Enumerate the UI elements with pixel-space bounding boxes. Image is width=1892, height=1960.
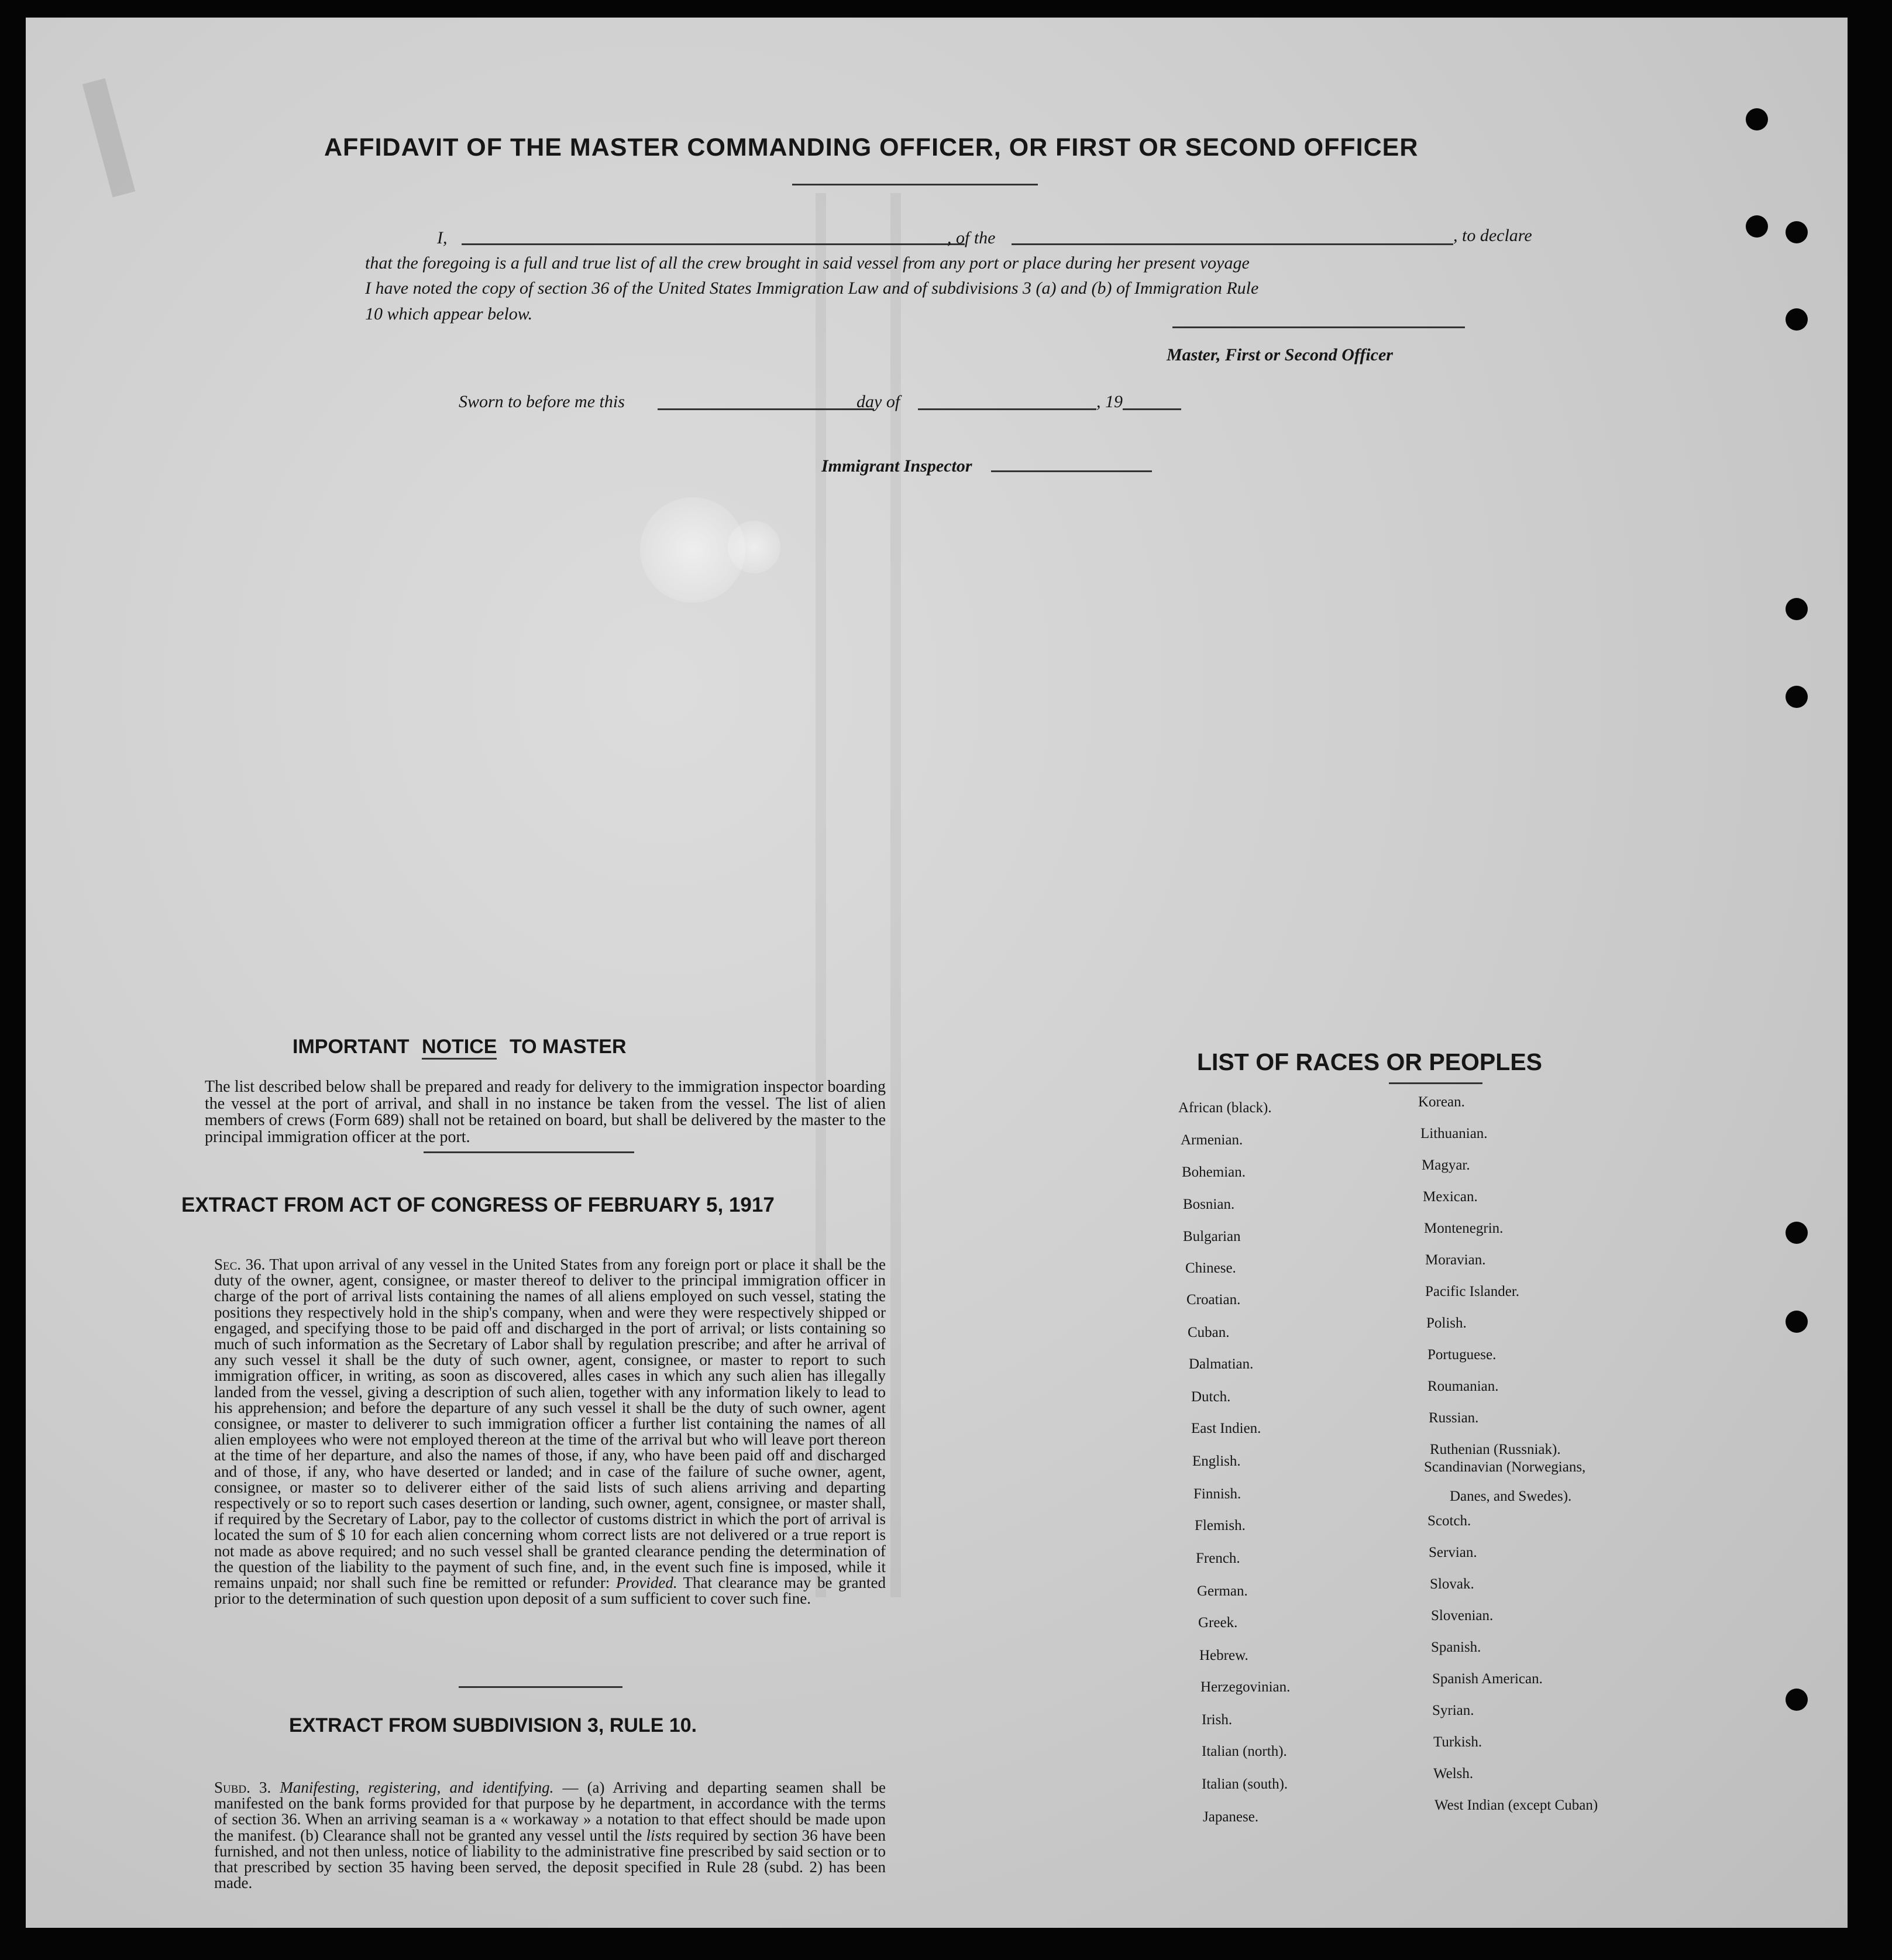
binder-hole bbox=[1786, 598, 1808, 620]
race-item: Ruthenian (Russniak). bbox=[1430, 1442, 1561, 1457]
year-label: , 19 bbox=[1096, 392, 1123, 411]
race-item: Mexican. bbox=[1423, 1189, 1478, 1205]
race-item: English. bbox=[1192, 1453, 1241, 1469]
race-item: Greek. bbox=[1198, 1615, 1238, 1631]
race-item: Hebrew. bbox=[1199, 1648, 1248, 1663]
section-36-text bbox=[214, 1257, 886, 1607]
binder-hole bbox=[1786, 308, 1808, 331]
race-item: Magyar. bbox=[1422, 1157, 1470, 1173]
affidavit-title: AFFIDAVIT OF THE MASTER COMMANDING OFFICER, OR FIRST OR SECOND OFFICER bbox=[324, 133, 1419, 161]
notice-text: The list described below shall be prepared and ready for delivery to the immigration inspector boarding the vessel at the port of arrival, and shall in no instance be taken from the vessel. The list of alien members of crews (Form 689) shall not be retained on board, but shall be delivered by the master to the principal immigration officer at the port. bbox=[205, 1078, 886, 1146]
race-item: Bulgarian bbox=[1183, 1229, 1241, 1244]
section-36-proviso-text: That clearance may be granted prior to the determination of such question upon deposit of a sum sufficient to cover such fine. bbox=[214, 1574, 886, 1608]
sworn-day-line bbox=[658, 408, 874, 410]
race-item: Welsh. bbox=[1433, 1766, 1474, 1782]
subd-title: Manifesting, registering, and identifying. bbox=[280, 1779, 554, 1796]
act-heading: EXTRACT FROM ACT OF CONGRESS OF FEBRUARY 5, 1917 bbox=[181, 1194, 775, 1216]
race-item: Bosnian. bbox=[1183, 1196, 1235, 1212]
subd-b-lists: lists bbox=[646, 1826, 672, 1844]
notice-heading-important: IMPORTANT bbox=[293, 1036, 410, 1058]
subd-b-text-2: required by section 36 have been furnished, and not then unless, notice of liability to the administrative fine prescribed by said section or to that prescribed by section 35 having been served, the deposit specified in Rule 28 (subd. 2) has been made. bbox=[214, 1826, 886, 1892]
signature-line bbox=[1172, 326, 1465, 328]
race-item: Italian (north). bbox=[1202, 1744, 1287, 1759]
document-page bbox=[26, 18, 1848, 1928]
race-item: Scotch. bbox=[1427, 1513, 1471, 1529]
race-item-scandinavian-line-2: Danes, and Swedes). bbox=[1450, 1488, 1572, 1504]
binder-hole bbox=[1786, 686, 1808, 708]
race-item: Irish. bbox=[1202, 1712, 1233, 1728]
day-of-label: day of bbox=[856, 392, 900, 411]
notice-heading bbox=[293, 1036, 627, 1058]
race-item: Polish. bbox=[1426, 1315, 1467, 1331]
race-item: Servian. bbox=[1429, 1545, 1477, 1560]
affidavit-line-3: I have noted the copy of section 36 of the United States Immigration Law and of subdivisions 3 (a) and (b) of Immigration Rule bbox=[365, 278, 1259, 298]
binder-hole bbox=[1746, 215, 1768, 238]
notice-heading-notice: NOTICE bbox=[422, 1036, 497, 1060]
binder-hole bbox=[1786, 221, 1808, 243]
year-line bbox=[1123, 408, 1181, 410]
race-item: Roumanian. bbox=[1427, 1378, 1499, 1394]
race-item: Japanese. bbox=[1203, 1809, 1259, 1825]
race-item: Pacific Islander. bbox=[1425, 1284, 1520, 1299]
sworn-label: Sworn to before me this bbox=[459, 392, 625, 411]
race-item: Syrian. bbox=[1432, 1703, 1474, 1718]
subd-label: Subd. 3. bbox=[214, 1779, 271, 1796]
race-item: Korean. bbox=[1418, 1094, 1465, 1110]
affidavit-i-label: I, bbox=[437, 228, 448, 247]
section-36-body: That upon arrival of any vessel in the United States from any foreign port or place it shall be the duty of the owner, agent, consignee, or master thereof to deliver to the principal immigration officer in charge of the port of arrival lists containing the names of all aliens employed on such vessel, stating the positions they respectively hold in the ship's company, when and were they were respectively shipped or engaged, and specifying those to be paid off and discharged in the port of arrival; or lists containing so much of such information as the Secretary of Labor shall by regulation prescribe; and after he arrival of any such vessel it shall be the duty of such owner, agent, consignee, or master to report to such immigration officer, in writing, as soon as discovered, alles cases in which any such alien has illegally landed from the vessel, giving a description of such alien, together with any information likely to lead to his apprehension; and before the departure of any such vessel it shall be the duty of such owner, agent consignee, or master to deliverer to such immigration officer a further list containing the names of all alien employees who were not employed thereon at the time of the arrival but who will leave port thereon at the time of her departure, and also the names of those, if any, who have been paid off and discharged and of those, if any, who have deserted or landed; and in case of the failure of suche owner, agent, consignee, or master so to deliverer either of the said lists of such aliens arriving and departing respectively or so to report such cases desertion or landing, such owner, agent, consignee, or master shall, if required by the Secretary of Labor, pay to the collector of customs district in which the port of arrival is located the sum of $ 10 for each alien concerning whom correct lists are not delivered or a true report is not made as above required; and no such vessel shall be granted clearance pending the determination of the question of the liability to the payment of such fine, and, in the event such fine is imposed, while it remains unpaid; nor shall such fine be remitted or refunder: bbox=[214, 1256, 886, 1592]
race-item: French. bbox=[1196, 1550, 1240, 1566]
paper-smudge bbox=[728, 521, 780, 573]
race-item: Dalmatian. bbox=[1189, 1356, 1254, 1372]
name-field-line bbox=[462, 243, 965, 245]
signature-label: Master, First or Second Officer bbox=[1167, 345, 1393, 365]
subd-b-text-1: (b) Clearance shall not be granted any vessel until the bbox=[300, 1826, 642, 1844]
binder-hole bbox=[1786, 1222, 1808, 1244]
rule-heading: EXTRACT FROM SUBDIVISION 3, RULE 10. bbox=[289, 1714, 697, 1737]
inspector-label: Immigrant Inspector bbox=[821, 456, 972, 476]
race-item: German. bbox=[1197, 1583, 1248, 1599]
race-item: Croatian. bbox=[1186, 1292, 1241, 1308]
races-title: LIST OF RACES OR PEOPLES bbox=[1197, 1048, 1543, 1075]
act-divider bbox=[459, 1686, 622, 1688]
inspector-line bbox=[991, 470, 1152, 472]
section-36-proviso-label: Provided. bbox=[615, 1574, 677, 1592]
race-item: Montenegrin. bbox=[1424, 1220, 1504, 1236]
race-item: Russian. bbox=[1429, 1410, 1479, 1426]
race-item: Finnish. bbox=[1193, 1486, 1241, 1502]
race-item: Spanish. bbox=[1431, 1639, 1481, 1655]
affidavit-of-the-label: , of the bbox=[947, 228, 996, 247]
notice-heading-to-master: TO MASTER bbox=[509, 1036, 627, 1058]
race-item: Slovenian. bbox=[1431, 1608, 1494, 1624]
affidavit-line-2: that the foregoing is a full and true list of all the crew brought in said vessel from any port or place during her present voyage bbox=[365, 253, 1250, 273]
notice-divider bbox=[424, 1151, 634, 1153]
race-item: Scandinavian (Norwegians, bbox=[1424, 1459, 1586, 1475]
subd-a-text: — (a) Arriving and departing seamen shall be manifested on the bank forms provided for that purpose by he department, in accordance with the terms of section 36. When an arriving seaman is a « workaway » a notation to that effect should be made upon the manifest. bbox=[214, 1779, 886, 1844]
bleed-through-mark bbox=[82, 60, 203, 198]
race-item: Herzegovinian. bbox=[1200, 1679, 1291, 1695]
race-item: Turkish. bbox=[1433, 1734, 1482, 1750]
race-item: Flemish. bbox=[1195, 1518, 1246, 1533]
binder-hole bbox=[1746, 108, 1768, 130]
binder-hole bbox=[1786, 1689, 1808, 1711]
affidavit-line-4: 10 which appear below. bbox=[365, 304, 533, 324]
race-item: Lithuanian. bbox=[1420, 1126, 1488, 1141]
race-item: Spanish American. bbox=[1432, 1671, 1543, 1687]
race-item: Moravian. bbox=[1425, 1252, 1486, 1268]
race-item: Slovak. bbox=[1430, 1576, 1474, 1592]
race-item: Dutch. bbox=[1191, 1389, 1231, 1405]
race-item: Portuguese. bbox=[1427, 1347, 1497, 1363]
race-item: Italian (south). bbox=[1202, 1776, 1288, 1792]
race-item: West Indian (except Cuban) bbox=[1435, 1797, 1598, 1813]
vessel-field-line bbox=[1012, 243, 1453, 245]
binder-hole bbox=[1786, 1311, 1808, 1333]
race-item: Chinese. bbox=[1185, 1260, 1236, 1276]
race-item: Bohemian. bbox=[1182, 1164, 1246, 1180]
subdivision-3-text bbox=[214, 1780, 886, 1891]
race-item: East Indien. bbox=[1191, 1421, 1261, 1436]
race-item: Armenian. bbox=[1181, 1132, 1243, 1148]
race-item: Cuban. bbox=[1188, 1325, 1230, 1340]
race-item: African (black). bbox=[1178, 1100, 1272, 1116]
section-36-label: Sec. 36. bbox=[214, 1256, 266, 1273]
month-line bbox=[918, 408, 1096, 410]
affidavit-to-declare-label: , to declare bbox=[1453, 226, 1532, 245]
races-title-underline bbox=[1389, 1082, 1482, 1084]
title-underline bbox=[792, 184, 1038, 185]
